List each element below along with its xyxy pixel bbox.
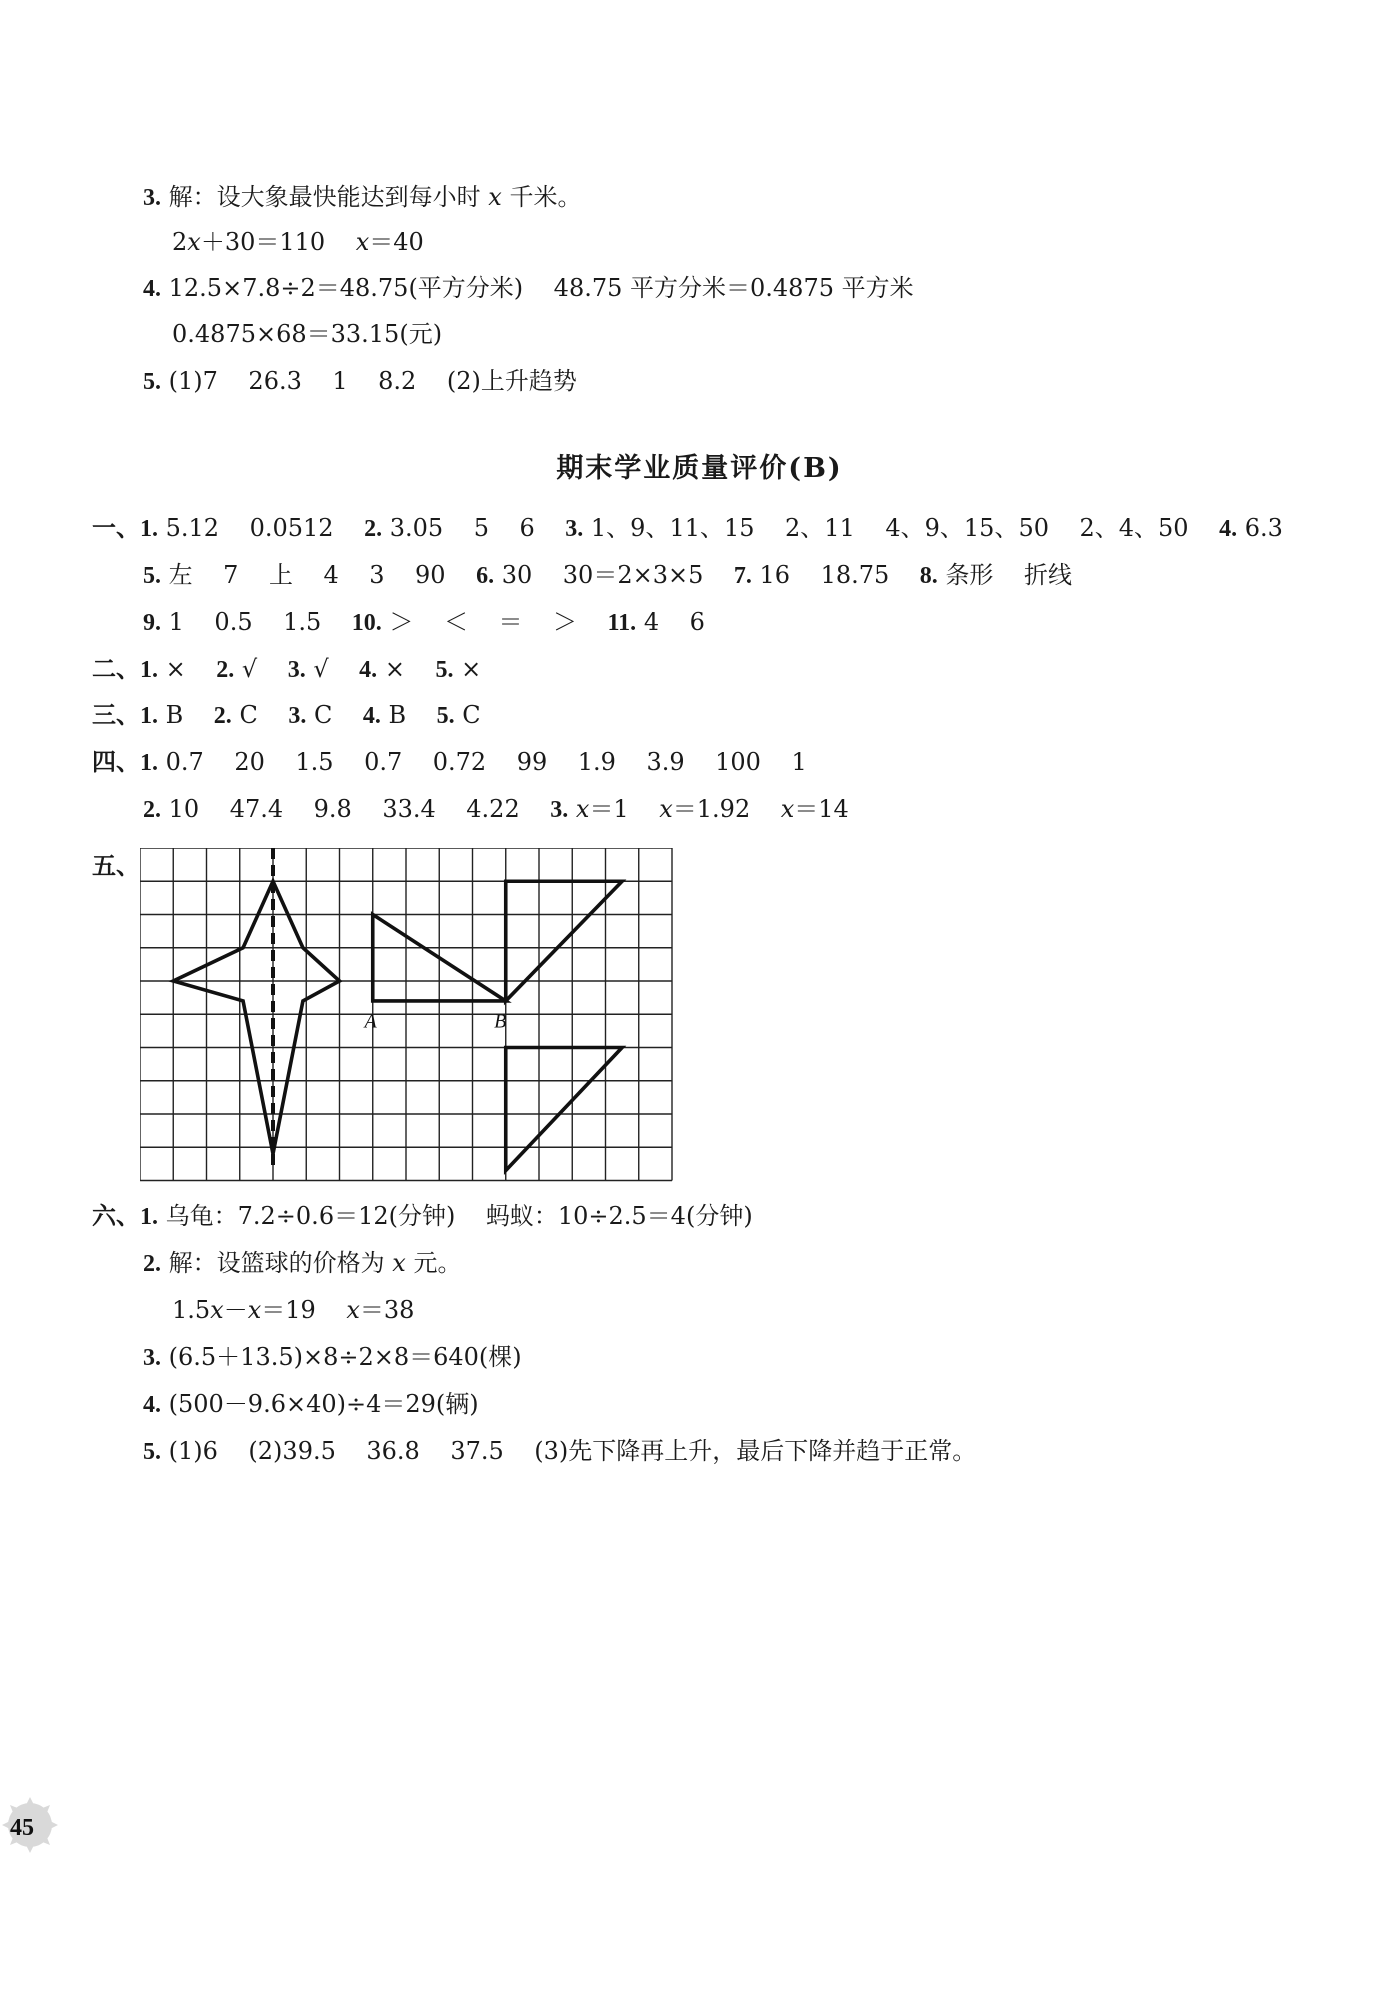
s4-item-num: 2. [143,797,161,823]
s4-line2 [143,794,849,825]
top-q4-line1 [143,273,914,304]
s2-label: 二、 [92,654,140,683]
s6-item-num: 4. [143,1392,161,1418]
s2-item-num: 1. [140,657,158,683]
s2-item-text: × [461,655,482,683]
s1-item-num: 4. [1219,516,1238,542]
s4-l2-c: ＝14 [794,795,849,823]
top-q3-line2 [172,227,424,257]
s1-label: 一、 [92,513,140,542]
s3-item-text: B [388,701,437,729]
s1-item-num: 8. [919,563,938,589]
s6-q3-text: (6.5＋13.5)×8÷2×8＝640(棵) [168,1343,522,1371]
s1-item-num: 7. [733,563,752,589]
s2-item-num: 5. [435,657,454,683]
s1-line2 [143,560,1072,591]
s2-item-num: 2. [216,657,235,683]
s2-line [92,654,481,685]
s3-item-text: C [313,701,363,729]
s1-item-text: ＞ ＜ ＝ ＞ [389,608,608,636]
s2-item-num: 4. [359,657,378,683]
point-b-label: B [494,1010,507,1033]
s6-var-x: x [346,1296,360,1324]
s6-var-x: x [247,1296,262,1324]
s6-line4 [143,1342,522,1373]
s1-item-num: 9. [143,610,161,636]
page-title: 期末学业质量评价(B) [556,453,843,484]
s6-eq-a: 1.5 [172,1296,211,1324]
s6-var-x: x [210,1296,224,1324]
s3-item-num: 5. [436,703,455,729]
s1-item-num: 10. [351,610,382,636]
s6-q5-text: (1)6 (2)39.5 36.8 37.5 (3)先下降再上升，最后下降并趋于正常。 [168,1437,977,1465]
s6-q1-text: 乌龟：7.2÷0.6＝12(分钟) 蚂蚁：10÷2.5＝4(分钟) [165,1202,753,1230]
s4-l1-text: 0.7 20 1.5 0.7 0.72 99 1.9 3.9 100 1 [165,748,807,776]
s1-line1 [92,513,1283,544]
s1-item-num: 11. [607,610,637,636]
s4-var-x: x [780,795,795,823]
q3-text-a: 解：设大象最快能达到每小时 [168,183,489,211]
point-a-label: A [364,1010,377,1033]
s6-line3 [172,1295,414,1325]
q3-eq-c: ＝40 [369,228,424,256]
s3-item-num: 4. [362,703,381,729]
grid-figure [140,848,680,1184]
s3-line [92,700,481,731]
s6-item-num: 1. [140,1204,158,1230]
q3-eq-x1: x [187,228,201,256]
top-q3-line1 [143,182,581,213]
s4-var-x: x [575,795,590,823]
s1-item-text: 1、9、11、15 2、11 4、9、15、50 2、4、50 [590,514,1220,542]
s2-item-text: × [165,655,217,683]
s3-item-num: 3. [288,703,307,729]
s6-eq-d: ＝38 [359,1296,415,1324]
s1-item-num: 5. [143,563,161,589]
q4-line2-text: 0.4875×68＝33.15(元) [172,320,443,348]
s6-q4-text: (500－9.6×40)÷4＝29(辆) [168,1390,479,1418]
q5-text: (1)7 26.3 1 8.2 (2)上升趋势 [168,367,577,395]
s6-eq-b: － [223,1296,248,1324]
s3-item-num: 1. [140,703,158,729]
s6-item-num: 2. [143,1251,161,1277]
s1-item-num: 2. [364,516,383,542]
s6-item-num: 3. [143,1345,161,1371]
s6-line5 [143,1389,479,1420]
s1-item-text: 4 6 [643,608,705,636]
s1-item-text: 16 18.75 [759,561,920,589]
q3-eq-x2: x [355,228,370,256]
s3-label: 三、 [92,700,140,729]
s3-item-text: C [239,701,289,729]
q4-line1-text: 12.5×7.8÷2＝48.75(平方分米) 48.75 平方分米＝0.4875 平方米 [168,274,914,302]
s1-item-text: 30 30＝2×3×5 [501,561,734,589]
s1-item-num: 1. [140,516,158,542]
s2-item-text: √ [241,655,288,683]
s1-item-text: 条形 折线 [945,561,1072,589]
top-q4-line2 [172,319,442,349]
s6-eq-c: ＝19 [261,1296,347,1324]
s2-item-num: 3. [287,657,306,683]
s5-label: 五、 [92,851,140,880]
s4-l2-text: 10 47.4 9.8 33.4 4.22 [168,795,551,823]
s1-item-text: 3.05 5 6 [389,514,566,542]
grid-lines [140,848,672,1181]
s1-item-num: 6. [476,563,495,589]
s1-line3 [143,607,705,638]
top-q5-line [143,366,577,397]
s4-item-num: 3. [550,797,569,823]
triangle-lower [506,1048,622,1171]
q3-number: 3. [143,185,161,211]
s4-l2-b: ＝1.92 [672,795,781,823]
s1-item-text: 1 0.5 1.5 [168,608,352,636]
s1-item-text: 5.12 0.0512 [165,514,365,542]
s1-item-num: 3. [565,516,584,542]
star-shape [173,881,339,1154]
s6-line2 [143,1248,461,1279]
s2-item-text: × [384,655,436,683]
s1-item-text: 左 7 上 4 3 90 [168,561,477,589]
q3-eq-a: 2 [172,228,188,256]
s4-item-num: 1. [140,750,158,776]
page-number-badge [0,1795,60,1855]
q3-text-b: 千米。 [501,183,582,211]
s2-item-text: √ [313,655,360,683]
q5-number: 5. [143,369,161,395]
page-number: 45 [10,1815,34,1841]
s6-q2-text-a: 解：设篮球的价格为 [168,1249,393,1277]
s4-label: 四、 [92,747,140,776]
s4-l2-a: ＝1 [589,795,660,823]
s3-item-num: 2. [213,703,232,729]
s3-item-text: C [462,701,481,729]
s6-line1 [92,1201,753,1232]
s3-item-text: B [165,701,214,729]
s6-item-num: 5. [143,1439,161,1465]
s6-var-x: x [392,1249,406,1277]
s1-item-text: 6.3 [1244,514,1283,542]
q3-var: x [488,183,502,211]
triangle-upper [506,881,622,1001]
s6-line6 [143,1436,976,1467]
q3-eq-b: ＋30＝110 [200,228,356,256]
s6-label: 六、 [92,1201,140,1230]
s4-var-x: x [659,795,673,823]
q4-number: 4. [143,276,161,302]
s4-line1 [92,747,807,778]
s6-q2-text-b: 元。 [405,1249,462,1277]
